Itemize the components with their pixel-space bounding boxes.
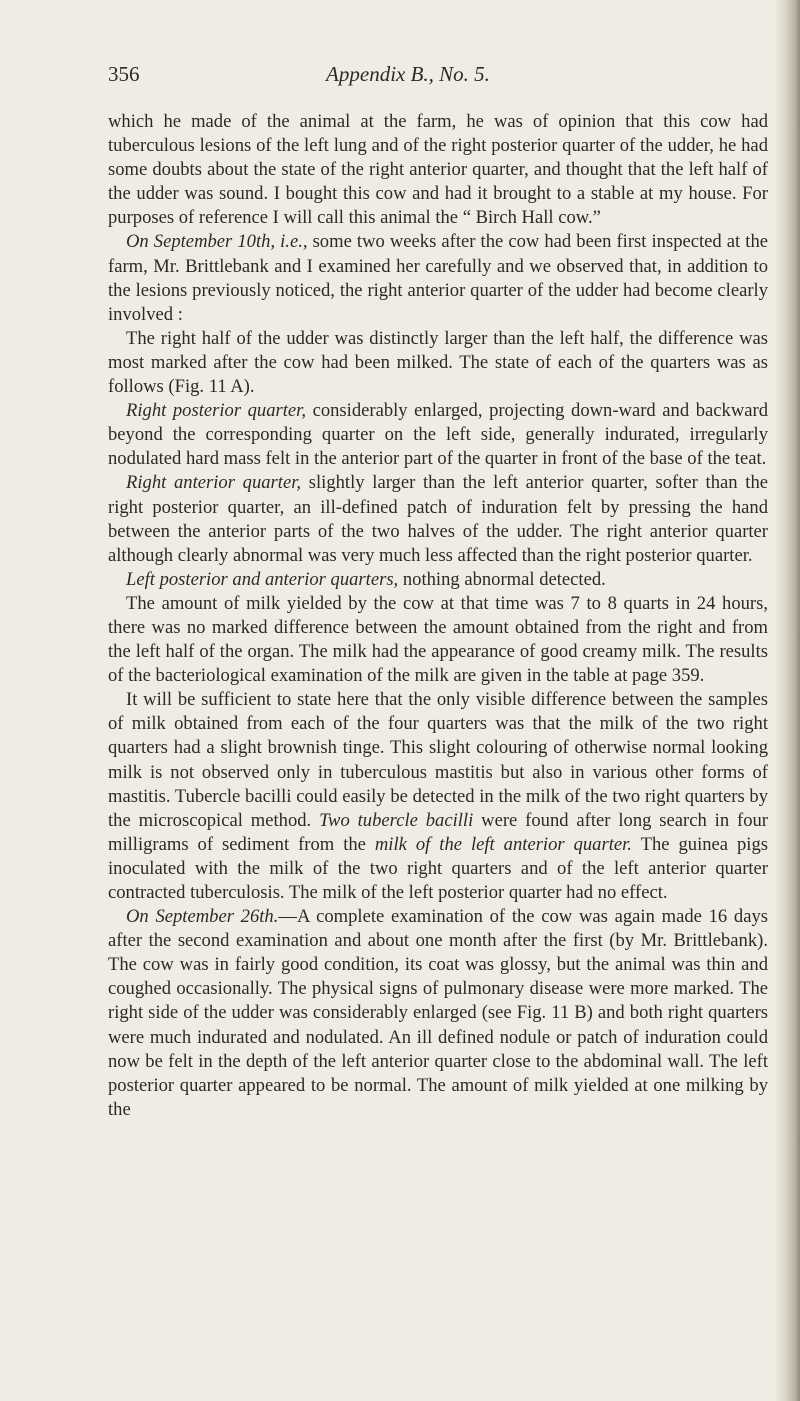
body-text (108, 110, 768, 1122)
text-run: slightly larger than the left anterior quarter, softer than the right posterior quarter, an ill-defined patch of induration felt by pressing the hand between the anterior parts of the two halves of the udder. The right anterior quarter although clearly abnormal was very much less affected than the right posterior quarter. (108, 472, 768, 566)
text-run: nothing abnormal detected. (398, 568, 606, 590)
italic-run: Right posterior quarter, (126, 400, 306, 422)
paragraph (108, 471, 768, 567)
italic-run: milk of the left anterior quarter. (374, 833, 632, 855)
italic-run: On September 26th. (126, 906, 279, 928)
page-header (108, 62, 708, 92)
running-title: Appendix B., No. 5. (326, 62, 490, 86)
page-number: 356 (108, 62, 140, 86)
italic-run: On September 10th, i.e., (126, 231, 308, 253)
text-run: The right half of the udder was distinctly larger than the left half, the difference was most marked after the cow had been milked. The state of each of the quarters was as follows (Fig. 11 A). (108, 327, 768, 398)
paragraph (108, 399, 768, 471)
paragraph (108, 230, 768, 326)
italic-run: Left posterior and anterior quarters, (126, 568, 399, 590)
text-run: The amount of milk yielded by the cow at that time was 7 to 8 quarts in 24 hours, there was no marked difference between the amount obtained from the right and from the left half of the organ. The milk had the appearance of good creamy milk. The results of the bacteriological examination of the milk are given in the table at page 359. (108, 592, 768, 687)
text-run: It will be sufficient to state here that the only visible difference between the samples of milk obtained from each of the four quarters was that the milk of the two right quarters had a slight brownish tinge. This slight colouring of otherwise normal looking milk is not observed only in tuberculous mastitis but also in various other forms of mastitis. Tubercle bacilli could easily be detected in the milk of the two right quarters by the microscopical method. (108, 689, 768, 831)
text-run: were found after long search in four milligrams of sediment from the (108, 809, 768, 855)
italic-run: Two tubercle bacilli (319, 809, 474, 831)
paragraph (108, 905, 768, 1122)
page-edge (774, 0, 800, 1401)
text-run: which he made of the animal at the farm, he was of opinion that this cow had tuberculous lesions of the left lung and of the right posterior quarter of the udder, he had some doubts about the state of the right anterior quarter, and thought that the left half of the udder was sound. I bought this cow and had it brought to a stable at my house. For purposes of reference I will call this animal the “ Birch Hall cow.” (108, 111, 768, 229)
text-run: —A complete examination of the cow was again made 16 days after the second examination and about one month after the first (by Mr. Brittlebank). The cow was in fairly good condition, its coat was glossy, but the animal was thin and coughed occasionally. The physical signs of pulmonary disease were more marked. The right side of the udder was considerably enlarged (see Fig. 11 B) and both right quarters were much indurated and nodulated. An ill defined nodule or patch of induration could now be felt in the depth of the left anterior quarter close to the abdominal wall. The left posterior quarter appeared to be normal. The amount of milk yielded at one milking by the (108, 906, 768, 1120)
text-run: considerably enlarged, projecting down-ward and backward beyond the corresponding quarter on the left side, generally indurated, irregularly nodulated hard mass felt in the anterior part of the quarter in front of the base of the teat. (108, 400, 768, 470)
text-run: The guinea pigs inoculated with the milk of the two right quarters and of the left anterior quarter contracted tuberculosis. The milk of the left posterior quarter had no effect. (108, 833, 768, 903)
paragraph (108, 592, 768, 688)
paragraph (108, 110, 768, 230)
paragraph (108, 688, 768, 905)
italic-run: Right anterior quarter, (126, 472, 302, 494)
paragraph (108, 327, 768, 399)
text-run: some two weeks after the cow had been first inspected at the farm, Mr. Brittlebank and I examined her carefully and we observed that, in addition to the lesions previously noticed, the right anterior quarter of the udder had become clearly involved : (108, 231, 768, 325)
paragraph (108, 568, 768, 592)
